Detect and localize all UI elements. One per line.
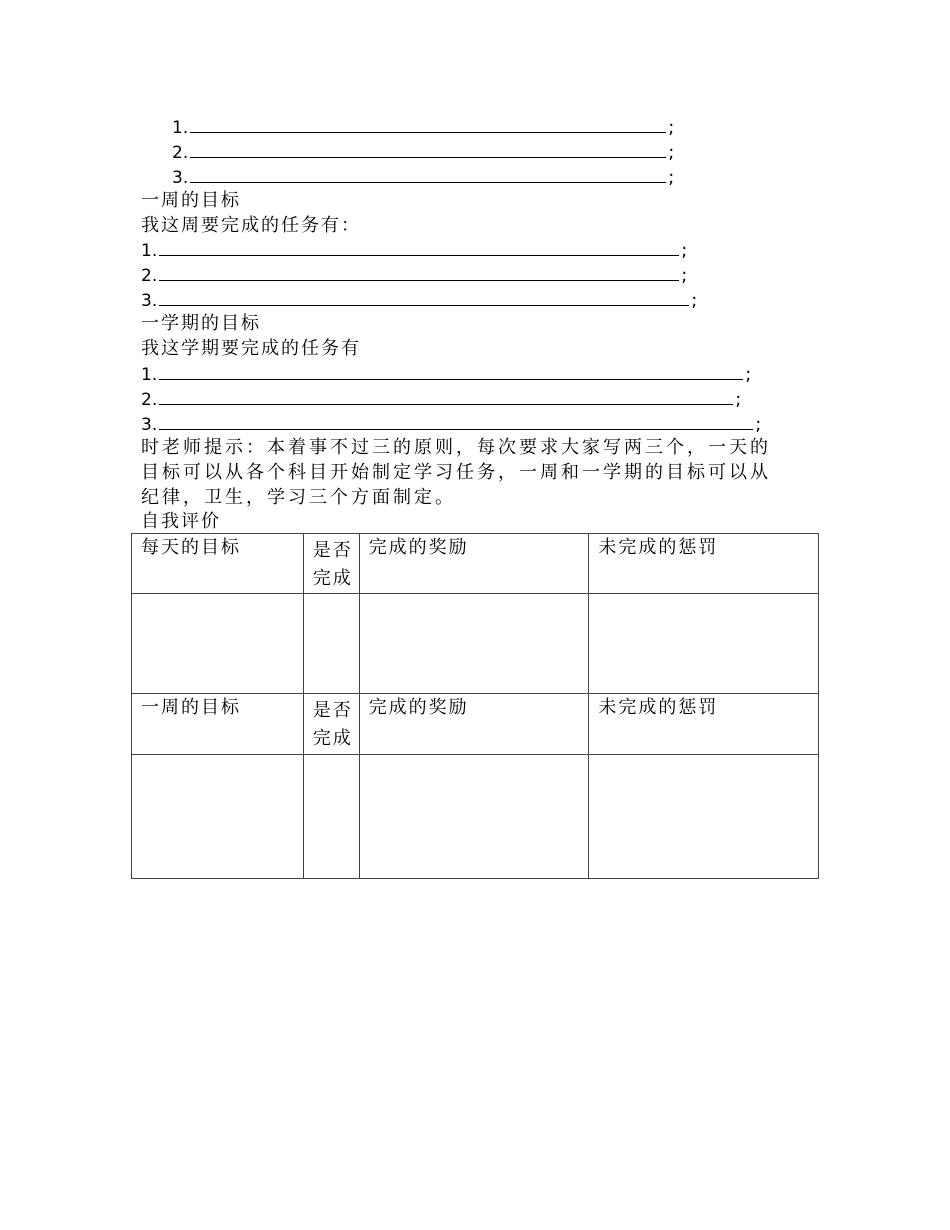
header-penalty: 未完成的惩罚	[589, 694, 819, 755]
answer-blank[interactable]	[159, 264, 679, 281]
table-row	[132, 534, 819, 594]
answer-blank[interactable]	[190, 141, 666, 158]
term-item-1: 1. ;	[141, 364, 752, 385]
answer-blank[interactable]	[190, 166, 666, 183]
daily-penalty-cell[interactable]	[589, 594, 819, 694]
tip-line-3: 纪律，卫生，学习三个方面制定。	[141, 487, 456, 508]
daily-completed-cell[interactable]	[303, 594, 359, 694]
answer-blank[interactable]	[159, 388, 733, 405]
answer-blank[interactable]	[159, 413, 753, 430]
header-week-goal: 一周的目标	[132, 694, 304, 755]
daily-item-2: 2. ;	[172, 142, 675, 163]
header-daily-goal: 每天的目标	[132, 534, 304, 594]
header-reward: 完成的奖励	[359, 694, 589, 755]
term-heading: 一学期的目标	[141, 313, 261, 334]
week-reward-cell[interactable]	[359, 755, 589, 879]
week-intro: 我这周要完成的任务有：	[141, 215, 361, 236]
term-item-3: 3. ;	[141, 414, 762, 435]
daily-goal-cell[interactable]	[132, 594, 304, 694]
daily-reward-cell[interactable]	[359, 594, 589, 694]
answer-blank[interactable]	[159, 289, 689, 306]
self-eval-table	[131, 533, 819, 879]
daily-item-1: 1. ;	[172, 117, 675, 138]
answer-blank[interactable]	[190, 116, 666, 133]
week-penalty-cell[interactable]	[589, 755, 819, 879]
daily-item-3: 3. ;	[172, 167, 675, 188]
term-intro: 我这学期要完成的任务有	[141, 338, 361, 359]
header-completed: 是否完成	[303, 694, 359, 755]
week-completed-cell[interactable]	[303, 755, 359, 879]
tip-line-1: 时老师提示：本着事不过三的原则，每次要求大家写两三个，一天的	[141, 437, 771, 458]
week-item-2: 2. ;	[141, 265, 688, 286]
week-item-3: 3. ;	[141, 290, 698, 311]
table-row	[132, 755, 819, 879]
week-goal-cell[interactable]	[132, 755, 304, 879]
week-item-1: 1. ;	[141, 240, 688, 261]
header-penalty: 未完成的惩罚	[589, 534, 819, 594]
answer-blank[interactable]	[159, 363, 743, 380]
header-reward: 完成的奖励	[359, 534, 589, 594]
table-row	[132, 694, 819, 755]
header-completed: 是否完成	[303, 534, 359, 594]
tip-line-2: 目标可以从各个科目开始制定学习任务，一周和一学期的目标可以从	[141, 462, 771, 483]
answer-blank[interactable]	[159, 239, 679, 256]
self-eval-title: 自我评价	[141, 511, 221, 532]
week-heading: 一周的目标	[141, 190, 241, 211]
term-item-2: 2. ;	[141, 389, 742, 410]
table-row	[132, 594, 819, 694]
